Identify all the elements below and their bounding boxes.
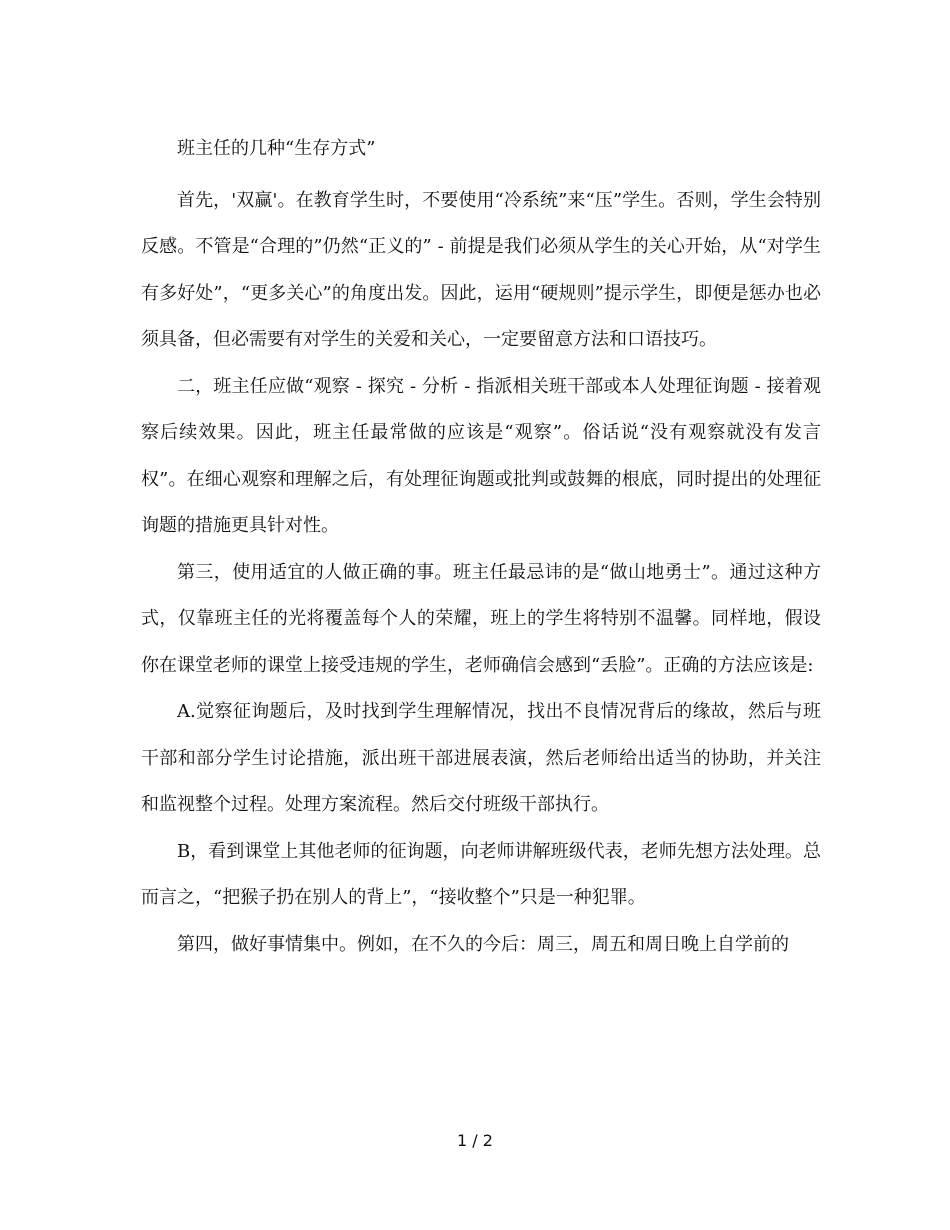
- document-body: [141, 126, 821, 968]
- page-number: 1 / 2: [457, 1131, 493, 1150]
- paragraph-focus: 第四，做好事情集中。例如，在不久的今后：周三，周五和周日晚上自学前的: [177, 933, 789, 955]
- document-title: 班主任的几种“生存方式”: [177, 138, 376, 159]
- paragraph-win-win: 首先，'双赢'。在教育学生时，不要使用“冷系统”来“压”学生。否则，学生会特别反感。不管是“合理的”仍然“正义的” - 前提是我们必须从学生的关心开始，从“对学生有多好处”，“更多关心”的角度出发。因此，运用“硬规则”提示学生，即便是惩办也必须具备，但必需要有对学生的关爱和关心，一定要留意方法和口语技巧。: [141, 189, 821, 350]
- paragraph-right-person: 第三，使用适宜的人做正确的事。班主任最忌讳的是“做山地勇士”。通过这种方式，仅靠班主任的光将覆盖每个人的荣耀，班上的学生将特别不温馨。同样地，假设你在课堂老师的课堂上接受违规的学生，老师确信会感到“丢脸”。正确的方法应该是:: [141, 561, 821, 676]
- paragraph-option-b: B，看到课堂上其他老师的征询题，向老师讲解班级代表，老师先想方法处理。总而言之，“把猴子扔在别人的背上”，“接收整个”只是一种犯罪。: [141, 840, 821, 908]
- paragraph-observation: 二，班主任应做“观察 - 探究 - 分析 - 指派相关班干部或本人处理征询题 - 接着观察后续效果。因此，班主任最常做的应该是“观察”。俗话说“没有观察就没有发言权”。在细心观察和理解之后，有处理征询题或批判或鼓舞的根底，同时提出的处理征询题的措施更具针对性。: [141, 375, 821, 536]
- paragraph-option-a: A.觉察征询题后，及时找到学生理解情况，找出不良情况背后的缘故，然后与班干部和部分学生讨论措施，派出班干部进展表演，然后老师给出适当的协助，并关注和监视整个过程。处理方案流程。然后交付班级干部执行。: [141, 701, 821, 815]
